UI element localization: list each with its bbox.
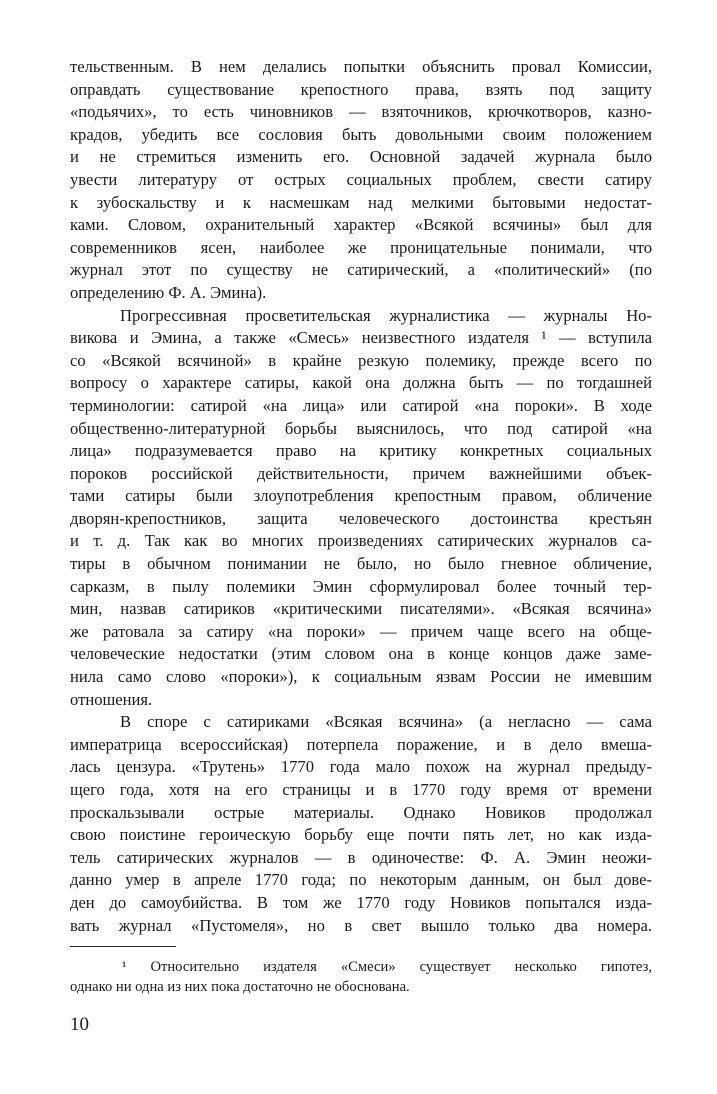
text-line: современников ясен, наиболее же проницательные понимали, что: [70, 237, 652, 257]
paragraph-start: В споре с сатириками «Всякая всячина» (а негласно — сама: [120, 712, 652, 732]
text-line: сарказм, в пылу полемики Эмин сформулировал более точный тер-: [70, 576, 652, 596]
text-line: данно умер в апреле 1770 года; по некоторым данным, он был дове-: [70, 870, 652, 890]
text-line: вопросу о характере сатиры, какой она должна быть — по тогдашней: [70, 373, 652, 393]
text-line: свою поистине героическую борьбу еще почти пять лет, но как изда-: [70, 825, 652, 845]
text-line: ден до самоубийства. В том же 1770 году Новиков попытался изда-: [70, 892, 652, 912]
text-line: пороков российской действительности, причем важнейшими объек-: [70, 463, 652, 483]
footnote-line: однако ни одна из них пока достаточно не обоснована.: [70, 978, 410, 995]
text-line: нила само слово «пороки»), к социальным язвам России не имевшим: [70, 667, 652, 687]
text-line: человеческие недостатки (этим словом она в конце концов даже заме-: [70, 644, 652, 664]
text-line: общественно-литературной борьбы выяснилось, что под сатирой «на: [70, 418, 652, 438]
text-line: императрица всероссийская) потерпела поражение, и в дело вмеша-: [70, 734, 652, 754]
text-line: отношения.: [70, 689, 153, 709]
main-text: [70, 56, 652, 937]
footnote: [70, 958, 652, 997]
footnote-line: ¹ Относительно издателя «Смеси» существует несколько гипотез,: [122, 959, 652, 975]
text-line: тель сатирических журналов — в одиночестве: Ф. А. Эмин неожи-: [70, 847, 652, 867]
text-line: ками. Словом, охранительный характер «Всякой всячины» был для: [70, 215, 652, 235]
text-line: тиры в обычном понимании не было, но было гневное обличение,: [70, 554, 652, 574]
text-line: к зубоскальству и к насмешкам над мелкими бытовыми недостат-: [70, 192, 652, 212]
text-line: дворян-крепостников, защита человеческого достоинства крестьян: [70, 508, 652, 528]
text-line: вать журнал «Пустомеля», но в свет вышло только два номера.: [70, 915, 652, 935]
text-line: и т. д. Так как во многих произведениях сатирических журналов са-: [70, 531, 652, 551]
footnote-divider: [70, 946, 176, 947]
text-line: оправдать существование крепостного права, взять под защиту: [70, 79, 652, 99]
text-line: лась цензура. «Трутень» 1770 года мало похож на журнал предыду-: [70, 757, 652, 777]
text-line: увести литературу от острых социальных проблем, свести сатиру: [70, 169, 652, 189]
text-line: мин, назвав сатириков «критическими писателями». «Всякая всячина»: [70, 599, 652, 619]
page-number: 10: [70, 1014, 89, 1035]
text-line: крадов, убедить все сословия быть довольными своим положением: [70, 124, 652, 144]
text-line: тельственным. В нем делались попытки объяснить провал Комиссии,: [70, 57, 652, 76]
text-line: журнал этот по существу не сатирический, а «политический» (по: [70, 260, 652, 280]
text-line: тами сатиры были злоупотребления крепостным правом, обличение: [70, 486, 652, 506]
text-line: и не стремиться изменить его. Основной задачей журнала было: [70, 147, 652, 167]
text-line: определению Ф. А. Эмина).: [70, 282, 267, 302]
text-line: лица» подразумевается право на критику конкретных социальных: [70, 441, 652, 461]
text-line: же ратовала за сатиру «на пороки» — причем чаще всего на обще-: [70, 621, 652, 641]
text-line: «подьячих», то есть чиновников — взяточников, крючкотворов, казно-: [70, 102, 652, 122]
text-line: викова и Эмина, а также «Смесь» неизвестного издателя ¹ — вступила: [70, 328, 652, 348]
text-line: проскальзывали острые материалы. Однако Новиков продолжал: [70, 802, 652, 822]
text-line: со «Всякой всячиной» в крайне резкую полемику, прежде всего по: [70, 350, 652, 370]
text-line: щего года, хотя на его страницы и в 1770 году время от времени: [70, 780, 652, 799]
paragraph-start: Прогрессивная просветительская журналистика — журналы Но-: [120, 305, 652, 325]
text-line: терминологии: сатирой «на лица» или сатирой «на пороки». В ходе: [70, 395, 652, 415]
